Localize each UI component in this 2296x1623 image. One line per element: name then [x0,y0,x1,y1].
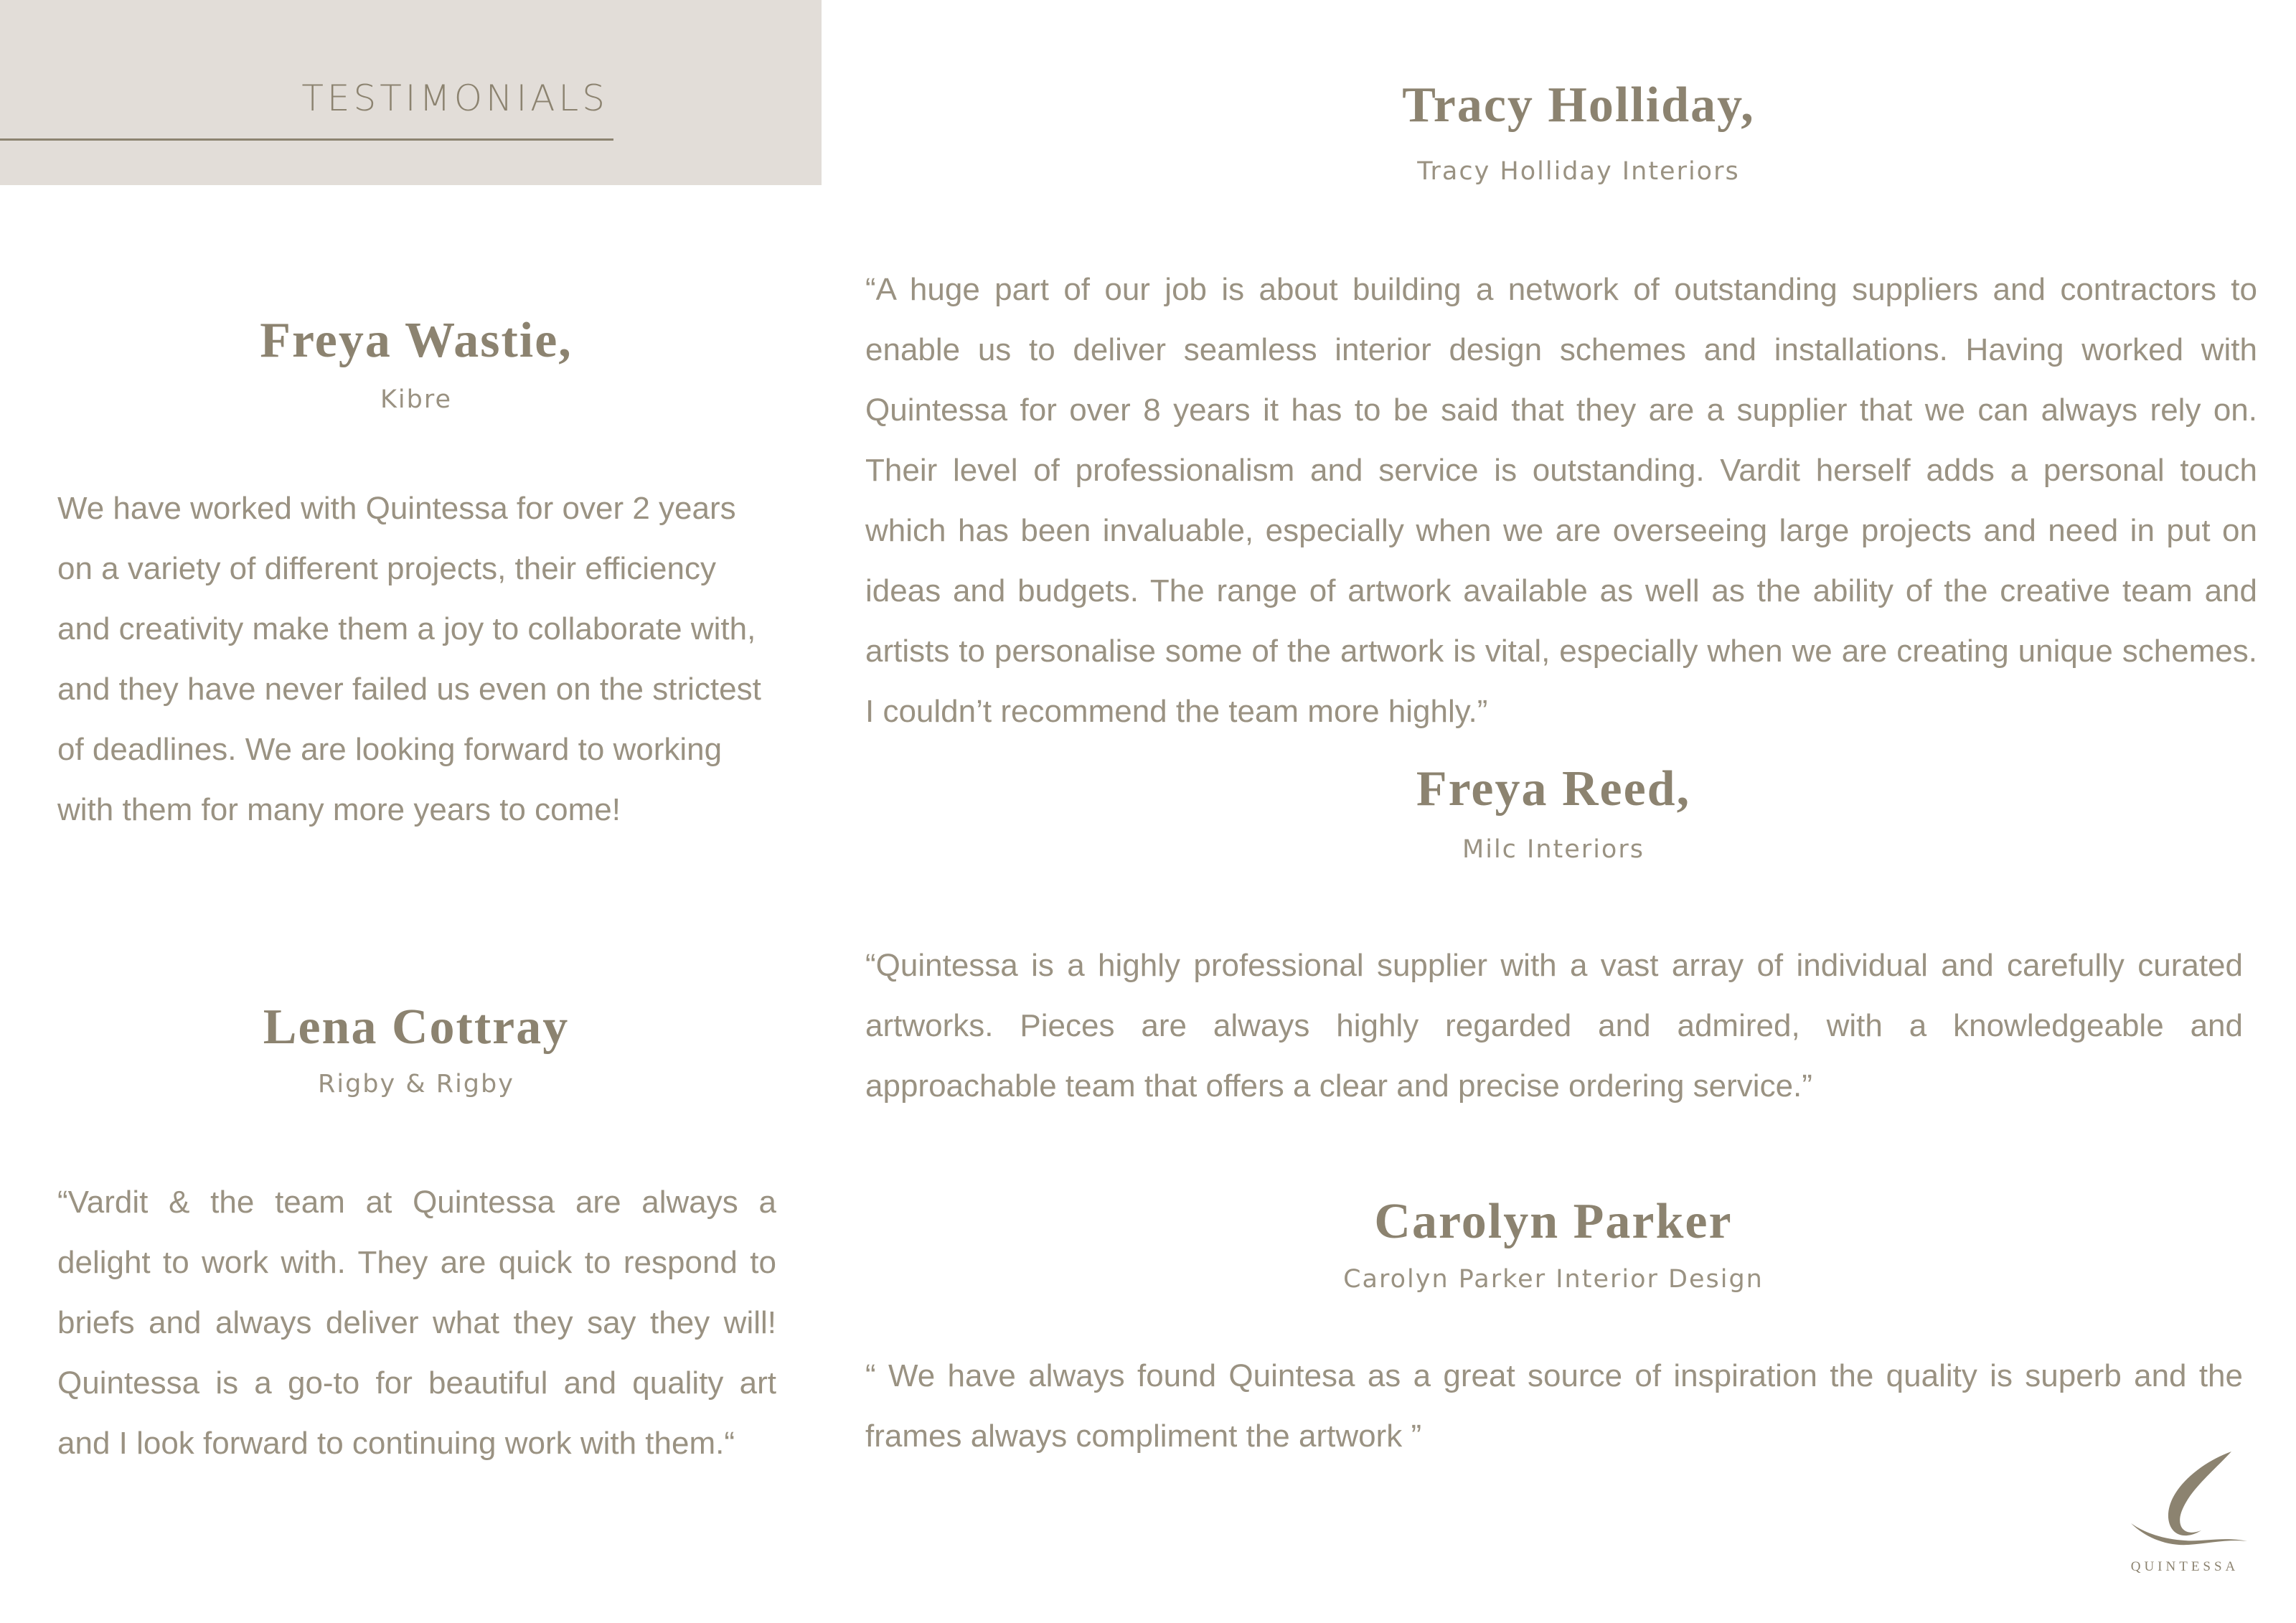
leaf-swoosh-icon [2117,1446,2253,1553]
brand-logo-text: QUINTESSA [2130,1559,2239,1574]
header-divider [0,138,613,141]
testimonial-name: Freya Reed, [1416,761,1691,817]
testimonial-company: Tracy Holliday Interiors [1417,157,1740,186]
testimonial-name: Carolyn Parker [1374,1194,1733,1249]
testimonial-name: Tracy Holliday, [1402,77,1755,133]
page-title: TESTIMONIALS [301,77,608,119]
testimonial-company: Carolyn Parker Interior Design [1343,1265,1764,1294]
testimonial-company: Kibre [380,385,453,414]
testimonial-quote: “A huge part of our job is about building a network of outstanding suppliers and contractors to enable us to deliver seamless interior design schemes and installations. Having worked with Quintessa for over 8 years it has to be said that they are a supplier that we can always rely on. Their level of professionalism and service is outstanding. Vardit herself adds a personal touch which has been invaluable, especially when we are overseeing large projects and need in put on ideas and budgets. The range of artwork available as well as the ability of the creative team and artists to personalise some of the artwork is vital, especially when we are creating unique schemes. I couldn’t recommend the team more highly.” [865,272,2257,729]
testimonial-name: Freya Wastie, [260,313,573,368]
testimonial-quote: We have worked with Quintessa for over 2 years on a variety of different projects, their efficiency and creativity make them a joy to collaborate with, and they have never failed us even on the strictest of deadlines. We are looking forward to working with them for many more years to come! [57,491,761,827]
testimonial-company: Milc Interiors [1462,835,1645,864]
testimonial-quote: “Quintessa is a highly professional supplier with a vast array of individual and carefully curated artworks. Pieces are always highly regarded and admired, with a knowledgeable and approachable team that offers a clear and precise ordering service.” [865,948,2243,1104]
testimonial-name: Lena Cottray [263,999,570,1055]
testimonial-quote: “Vardit & the team at Quintessa are always a delight to work with. They are quick to respond to briefs and always deliver what they say they will! Quintessa is a go-to for beautiful and quality art and I look forward to continuing work with them.“ [57,1185,776,1461]
testimonial-quote: “ We have always found Quintesa as a great source of inspiration the quality is superb and the frames always compliment the artwork ” [865,1358,2243,1454]
brand-logo [2117,1446,2253,1589]
testimonial-company: Rigby & Rigby [318,1070,514,1099]
